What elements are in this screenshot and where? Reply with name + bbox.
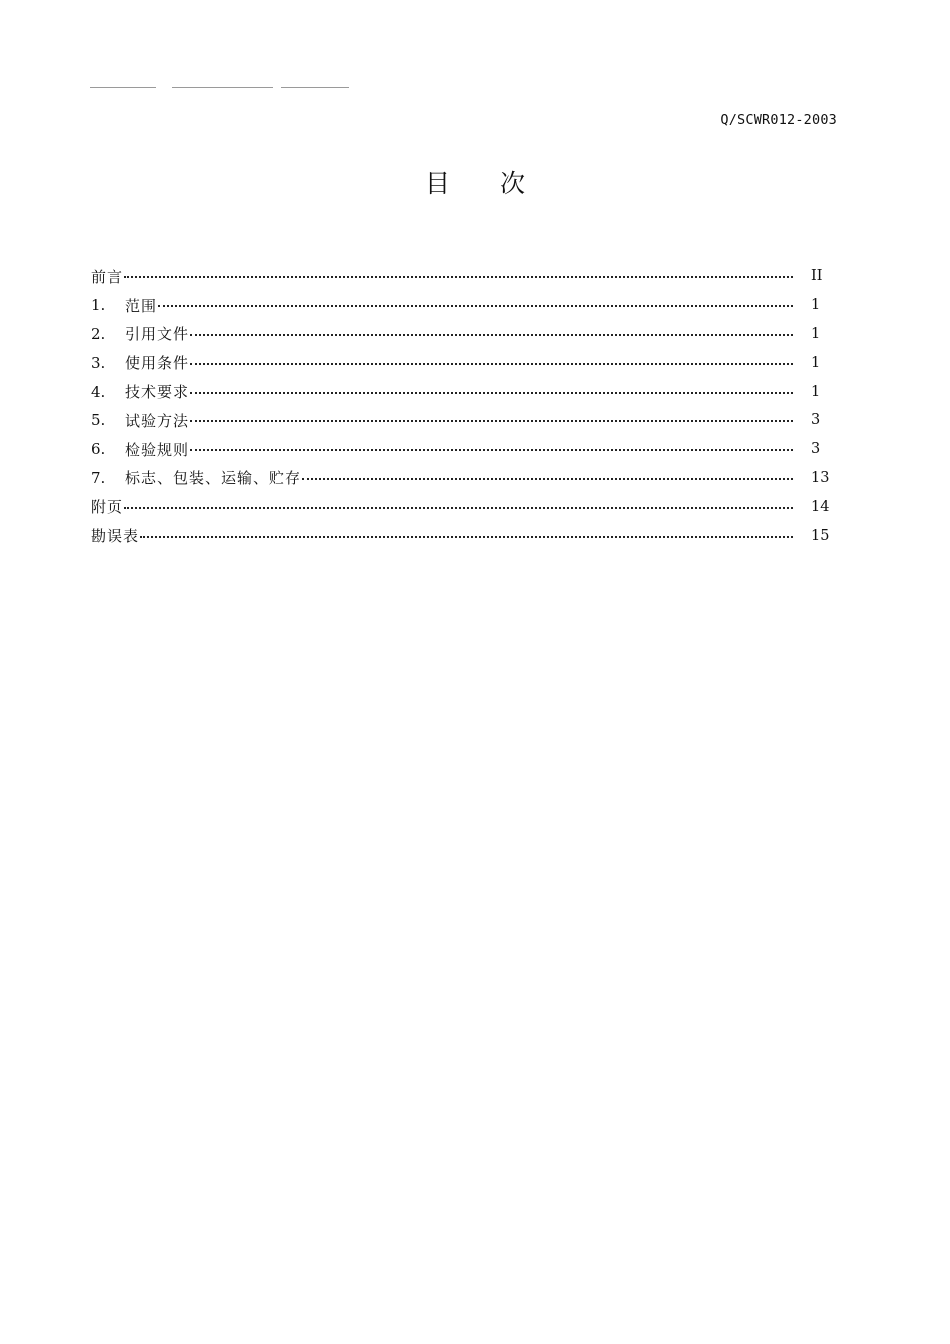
- toc-entry-inspection-rules[interactable]: [91, 435, 831, 464]
- toc-entry-page: 3: [811, 412, 821, 429]
- toc-entry-number: 6.: [91, 440, 106, 459]
- toc-entry-number: 2.: [91, 324, 106, 343]
- toc-leader-dots: [190, 420, 793, 422]
- toc-leader-dots: [302, 478, 793, 480]
- toc-entry-page: 15: [811, 527, 830, 544]
- toc-entry-number: 1.: [91, 296, 106, 315]
- toc-entry-requirements[interactable]: [91, 377, 831, 406]
- toc-leader-dots: [190, 392, 793, 394]
- toc-entry-page: II: [811, 268, 823, 285]
- toc-entry-text: 勘误表: [91, 527, 140, 546]
- header-rule-right: [281, 87, 349, 88]
- toc-entry-text: 技术要求: [125, 383, 190, 402]
- toc-entry-conditions[interactable]: [91, 348, 831, 377]
- toc-entry-text: 引用文件: [125, 325, 190, 344]
- toc-leader-dots: [190, 363, 793, 365]
- toc-entry-text: 标志、包装、运输、贮存: [125, 469, 302, 488]
- toc-entry-references[interactable]: [91, 320, 831, 349]
- toc-entry-text: 使用条件: [125, 354, 190, 373]
- toc-leader-dots: [190, 334, 793, 336]
- toc-title: 目次: [424, 169, 575, 198]
- toc-entry-appendix[interactable]: [91, 492, 831, 521]
- toc-entry-text: 附页: [91, 498, 124, 517]
- toc-entry-page: 1: [811, 325, 821, 342]
- toc-entry-text: 范围: [125, 296, 158, 315]
- toc-entry-errata[interactable]: [91, 521, 831, 550]
- toc-entry-text: 试验方法: [125, 411, 190, 430]
- toc-entry-page: 3: [811, 441, 821, 458]
- toc-entry-number: 5.: [91, 411, 106, 430]
- toc-entry-text: 检验规则: [125, 440, 190, 459]
- toc-leader-dots: [140, 536, 793, 538]
- header-rule-middle: [172, 87, 273, 88]
- toc-entry-number: 7.: [91, 468, 106, 487]
- toc-entry-test-methods[interactable]: [91, 406, 831, 435]
- header-rule-left: [90, 87, 156, 88]
- toc-entry-page: 14: [811, 498, 830, 515]
- document-code: Q/SCWR012-2003: [720, 112, 837, 128]
- toc-entry-page: 1: [811, 383, 821, 400]
- toc-leader-dots: [190, 449, 793, 451]
- toc-entry-number: 4.: [91, 382, 106, 401]
- toc-entry-text: 前言: [91, 267, 124, 286]
- toc-entry-page: 13: [811, 469, 830, 486]
- toc-entry-scope[interactable]: [91, 291, 831, 320]
- toc-leader-dots: [158, 305, 793, 307]
- toc-list: [91, 262, 831, 550]
- toc-leader-dots: [124, 507, 793, 509]
- toc-entry-foreword[interactable]: [91, 262, 831, 291]
- toc-entry-page: 1: [811, 354, 821, 371]
- toc-leader-dots: [124, 276, 793, 278]
- toc-entry-page: 1: [811, 297, 821, 314]
- toc-entry-number: 3.: [91, 353, 106, 372]
- toc-entry-marking-packaging[interactable]: [91, 464, 831, 493]
